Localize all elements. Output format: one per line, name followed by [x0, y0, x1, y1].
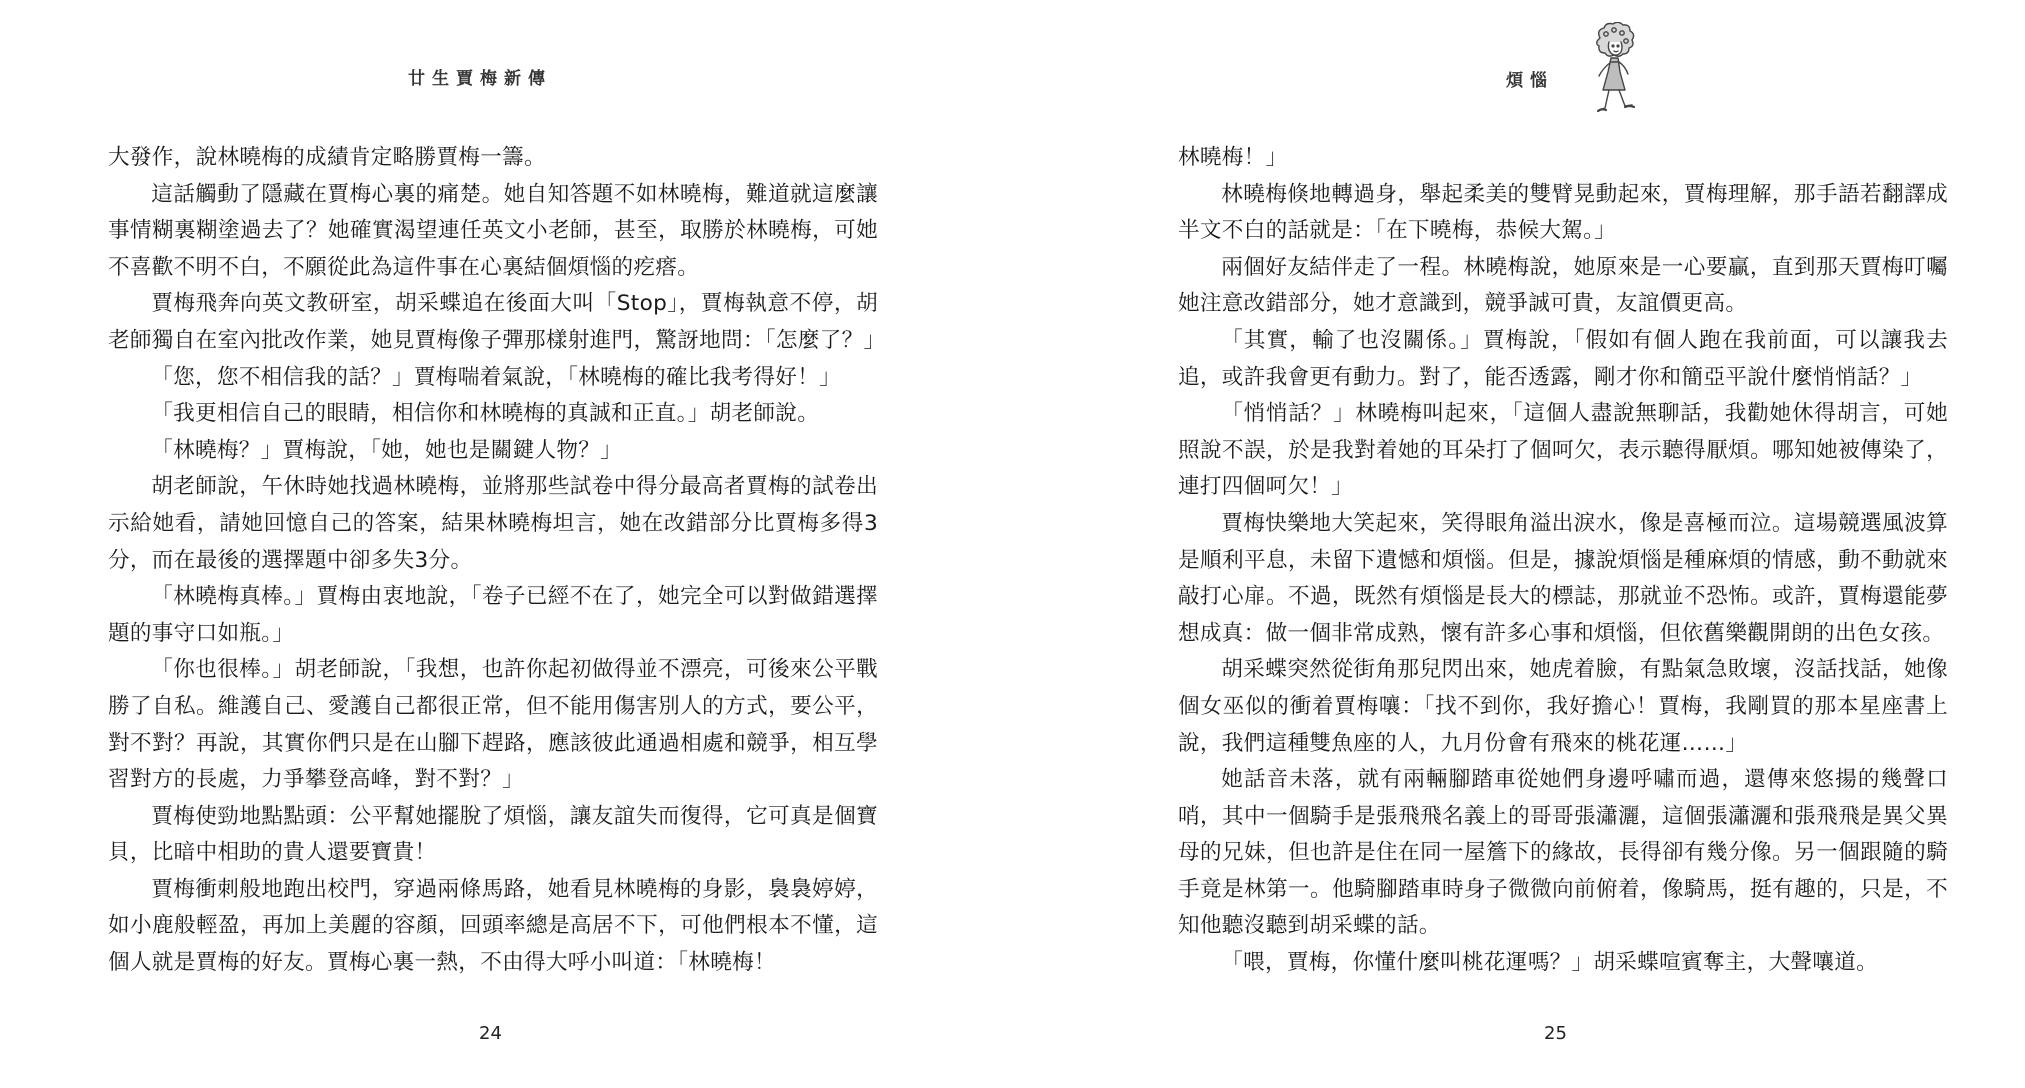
paragraph: 「您，您不相信我的話？」賈梅喘着氣說，「林曉梅的確比我考得好！」 [151, 364, 841, 390]
paragraph: 「我更相信自己的眼睛，相信你和林曉梅的真誠和正直。」胡老師說。 [151, 401, 820, 427]
paragraph: 這話觸動了隱藏在賈梅心裏的痛楚。她自知答題不如林曉梅，難道就這麼讓事情糊裏糊塗過去了？她確實渴望連任英文小老師，甚至，取勝於林曉梅，可她不喜歡不明不白，不願從此為這件事在心裏結個煩惱的疙瘩。 [108, 181, 878, 280]
paragraph: 「其實，輸了也沒關係。」賈梅說，「假如有個人跑在我前面，可以讓我去追，或許我會更有動力。對了，能否透露，剛才你和簡亞平說什麼悄悄話？」 [1178, 327, 1948, 390]
paragraph: 「林曉梅？」賈梅說，「她，她也是關鍵人物？」 [151, 437, 623, 463]
paragraph: 「你也很棒。」胡老師說，「我想，也許你起初做得並不漂亮，可後來公平戰勝了自私。維護自己、愛護自己都很正常，但不能用傷害別人的方式，要公平，對不對？再說，其實你們只是在山腳下趕路，應該彼此通過相處和競爭，相互學習對方的長處，力爭攀登高峰，對不對？」 [108, 657, 878, 793]
girl-walking-illustration [1578, 22, 1650, 122]
paragraph: 林曉梅！」 [1178, 145, 1288, 170]
paragraph: 胡老師說，午休時她找過林曉梅，並將那些試卷中得分最高者賈梅的試卷出示給她看，請她回憶自己的答案，結果林曉梅坦言，她在改錯部分比賈梅多得3分，而在最後的選擇題中卻多失3分。 [108, 474, 878, 573]
right-page-body-text [1178, 140, 1948, 982]
paragraph: 她話音未落，就有兩輛腳踏車從她們身邊呼嘯而過，還傳來悠揚的幾聲口哨，其中一個騎手是張飛飛名義上的哥哥張瀟灑，這個張瀟灑和張飛飛是異父異母的兄妹，但也許是住在同一屋簷下的緣故，長得卻有幾分像。另一個跟隨的騎手竟是林第一。他騎腳踏車時身子微微向前俯着，像騎馬，挺有趣的，只是，不知他聽沒聽到胡采蝶的話。 [1178, 767, 1948, 939]
paragraph: 賈梅使勁地點點頭：公平幫她擺脫了煩惱，讓友誼失而復得，它可真是個寶貝，比暗中相助的貴人還要寶貴！ [108, 803, 878, 866]
paragraph: 賈梅快樂地大笑起來，笑得眼角溢出淚水，像是喜極而泣。這場競選風波算是順利平息，未留下遺憾和煩惱。但是，據說煩惱是種麻煩的情感，動不動就來敲打心扉。不過，既然有煩惱是長大的標誌，那就並不恐怖。或許，賈梅還能夢想成真：做一個非常成熟，懷有許多心事和煩惱，但依舊樂觀開朗的出色女孩。 [1178, 510, 1948, 646]
paragraph: 胡采蝶突然從街角那兒閃出來，她虎着臉，有點氣急敗壞，沒話找話，她像個女巫似的衝着賈梅嚷：「找不到你，我好擔心！賈梅，我剛買的那本星座書上說，我們這種雙魚座的人，九月份會有飛來的桃花運……」 [1178, 657, 1948, 756]
paragraph: 賈梅飛奔向英文教研室，胡采蝶追在後面大叫「Stop」，賈梅執意不停，胡老師獨自在室內批改作業，她見賈梅像子彈那樣射進門，驚訝地問：「怎麼了？」 [108, 291, 886, 353]
paragraph: 「喂，賈梅，你懂什麼叫桃花運嗎？」胡采蝶喧賓奪主，大聲嚷道。 [1221, 950, 1879, 976]
running-head-chapter-title: 煩惱 [1506, 71, 1554, 91]
left-page [0, 0, 1012, 1088]
paragraph: 兩個好友結伴走了一程。林曉梅說，她原來是一心要贏，直到那天賈梅叮囑她注意改錯部分，她才意識到，競爭誠可貴，友誼價更高。 [1178, 254, 1948, 317]
left-page-body-text [108, 140, 886, 982]
page-number: 25 [1544, 1023, 1567, 1044]
paragraph: 賈梅衝刺般地跑出校門，穿過兩條馬路，她看見林曉梅的身影，裊裊婷婷，如小鹿般輕盈，再加上美麗的容顏，回頭率總是高居不下，可他們根本不懂，這個人就是賈梅的好友。賈梅心裏一熱，不由得大呼小叫道：「林曉梅！ [108, 876, 878, 976]
paragraph: 大發作，說林曉梅的成績肯定略勝賈梅一籌。 [108, 145, 546, 170]
running-head-book-title: 廿生賈梅新傳 [408, 69, 552, 89]
paragraph: 「悄悄話？」林曉梅叫起來，「這個人盡說無聊話，我勸她休得胡言，可她照說不誤，於是我對着她的耳朵打了個呵欠，表示聽得厭煩。哪知她被傳染了，連打四個呵欠！」 [1178, 401, 1948, 500]
right-page [1012, 0, 2025, 1088]
page-number: 24 [479, 1023, 502, 1044]
paragraph: 「林曉梅真棒。」賈梅由衷地說，「卷子已經不在了，她完全可以對做錯選擇題的事守口如瓶。」 [108, 584, 878, 646]
paragraph: 林曉梅倏地轉過身，舉起柔美的雙臂晃動起來，賈梅理解，那手語若翻譯成半文不白的話就是：「在下曉梅，恭候大駕。」 [1178, 181, 1948, 244]
